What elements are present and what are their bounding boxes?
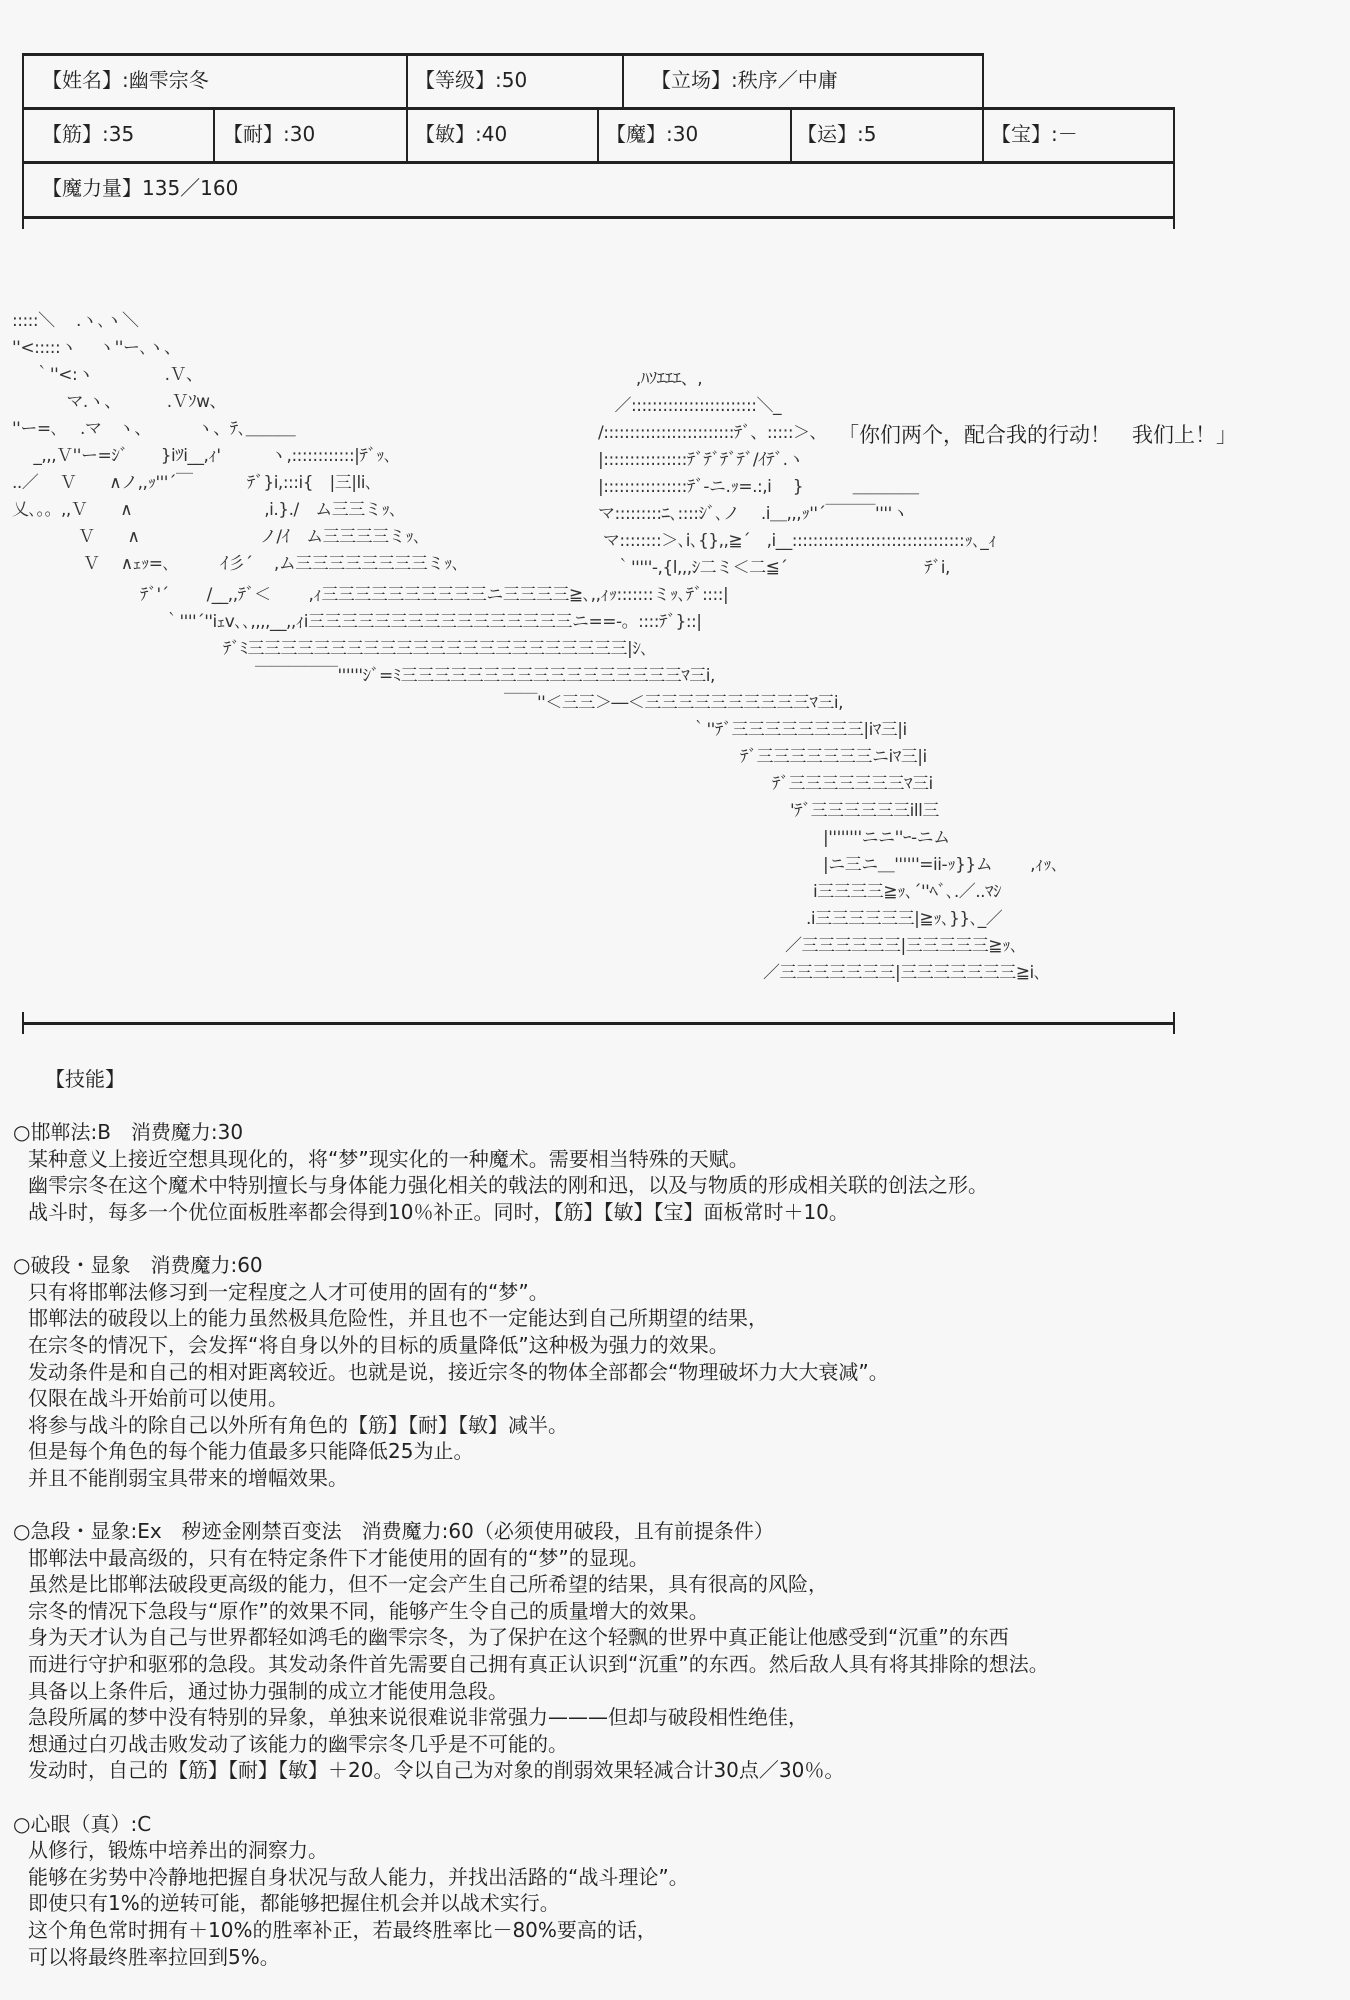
skill-description-line: 发动时，自己的【筋】【耐】【敏】＋20。令以自己为对象的削弱效果轻减合计30点／30％。 — [28, 1758, 845, 1783]
skill-description-line: 邯郸法的破段以上的能力虽然极具危险性，并且也不一定能达到自己所期望的结果， — [28, 1306, 768, 1331]
ascii-art-row: Ｖ ∧ｪｯ=､ ｲ彡´ ,ム三三三三三三三三ミｯ､ — [12, 554, 460, 574]
stat-magic: 【魔】:30 — [606, 122, 699, 146]
section-rule — [22, 1022, 1175, 1025]
mana-amount: 【魔力量】135／160 — [42, 176, 239, 200]
skill-description-line: 但是每个角色的每个能力值最多只能降低25为止。 — [28, 1439, 474, 1464]
skill-block — [13, 1811, 1333, 1971]
table-divider — [406, 53, 408, 107]
skill-description-line: 只有将邯郸法修习到一定程度之人才可使用的固有的“梦”。 — [28, 1279, 549, 1304]
section-rule-end — [22, 1012, 24, 1034]
ascii-art-row: ﾃﾞ三三三三三三三ﾏ三i — [772, 774, 933, 794]
ascii-art-row: 乂､。。,,Ｖ ∧ ,i.}./ ム三三ミｯ､ — [12, 500, 398, 520]
ascii-art-row: ﾃﾞﾐ三三三三三三三三三三三三三三三三三三三三三三三|ｼ､ — [223, 639, 649, 659]
skill-description-line: 从修行，锻炼中培养出的洞察力。 — [28, 1838, 328, 1863]
skill-block — [13, 1252, 1333, 1491]
ascii-art-row: ''ー=､ .マ ヽ、 ヽ、ﾃ､＿＿＿ — [12, 419, 296, 439]
ascii-art-row: マ::::::::＞､i､{},,≧´ ,i__:::::::::::::::::::::::::::::::::ｯ､_ｨ — [598, 531, 997, 551]
ascii-art-row: ﾃﾞ'´ /__,,ﾃﾞ＜ ,ｨ三三三三三三三三三三ニ三三三三≧､,,ｨｯ:::::::ミｯ､ﾃﾞ::::| — [140, 585, 729, 605]
character-alignment: 【立场】:秩序／中庸 — [651, 68, 838, 92]
table-rule — [22, 53, 984, 56]
ascii-art-row: ｀'''''-,{l,,,ｼ二ミ＜二≦´ ﾃﾞi, — [598, 558, 950, 578]
skill-description-line: 想通过白刃战击败发动了该能力的幽雫宗冬几乎是不可能的。 — [28, 1731, 568, 1756]
skill-description-line: 即使只有1%的逆转可能，都能够把握住机会并以战术实行。 — [28, 1891, 560, 1916]
skill-description-line: 能够在劣势中冷静地把握自身状况与敌人能力，并找出活路的“战斗理论”。 — [28, 1864, 689, 1889]
ascii-art-row: ／三三三三三三三|三三三三三三三≧i､ — [763, 963, 1042, 983]
skill-description-line: 仅限在战斗开始前可以使用。 — [28, 1386, 288, 1411]
character-level: 【等级】:50 — [415, 68, 528, 92]
skill-description-line: 发动条件是和自己的相对距离较近。也就是说，接近宗冬的物体全部都会“物理破坏力大大衰减”。 — [28, 1359, 889, 1384]
ascii-art-row: ／三三三三三三|三三三三三≧ｯ､ — [785, 936, 1018, 956]
ascii-art-row: ,ﾊｿｴｴｴ、, — [598, 369, 703, 389]
dialogue-line: 「你们两个，配合我的行动！ 我们上！」 — [838, 423, 1237, 447]
table-divider — [1173, 107, 1175, 229]
skill-description-line: 具备以上条件后，通过协力强制的成立才能使用急段。 — [28, 1678, 508, 1703]
skill-description-line: 战斗时，每多一个优位面板胜率都会得到10％补正。同时，【筋】【敏】【宝】面板常时＋10。 — [28, 1199, 849, 1224]
ascii-art-row: .i三三三三三三|≧ｯ､}}､_／ — [806, 909, 1003, 929]
skill-description-line: 这个角色常时拥有＋10%的胜率补正，若最终胜率比－80%要高的话， — [28, 1918, 657, 1942]
skill-description-line: 并且不能削弱宝具带来的增幅效果。 — [28, 1465, 348, 1490]
skill-list — [13, 1119, 1333, 1970]
ascii-art-row: ￣￣''＜三三＞―＜三三三三三三三三三三ﾏ三i, — [504, 693, 843, 713]
skill-description-line: 幽雫宗冬在这个魔术中特别擅长与身体能力强化相关的戟法的刚和迅，以及与物质的形成相关联的创法之形。 — [28, 1173, 988, 1198]
ascii-art-row: ￣￣￣￣￣''''''ｼﾞ=ﾐ三三三三三三三三三三三三三三三三三ﾏ三i, — [255, 666, 715, 686]
stat-endurance: 【耐】:30 — [223, 122, 316, 146]
skill-description-line: 邯郸法中最高级的，只有在特定条件下才能使用的固有的“梦”的显现。 — [28, 1545, 649, 1570]
skill-description-line: 将参与战斗的除自己以外所有角色的【筋】【耐】【敏】减半。 — [28, 1412, 568, 1437]
skill-description-line: 可以将最终胜率拉回到5%。 — [28, 1944, 280, 1969]
table-divider — [406, 107, 408, 161]
stat-agility: 【敏】:40 — [415, 122, 508, 146]
table-divider — [622, 53, 624, 107]
skills-header: 【技能】 — [45, 1067, 125, 1091]
table-divider — [22, 53, 24, 229]
ascii-art-row: Ｖ ∧ ノ/ｲ ム三三三三ミｯ､ — [12, 527, 422, 547]
ascii-art-row: ﾃﾞ三三三三三三三ニiﾏ三|i — [740, 747, 927, 767]
stat-noble-phantasm: 【宝】:－ — [991, 122, 1078, 146]
table-divider — [213, 107, 215, 161]
skill-title: ○急段・显象:Ex 秽迹金刚禁百变法 消费魔力:60（必须使用破段，且有前提条件） — [13, 1519, 774, 1544]
skill-title: ○心眼（真）:C — [13, 1811, 152, 1836]
table-divider — [597, 107, 599, 161]
ascii-art-row: ｀''''´''iｪv､､,,,,__,,ｨi三三三三三三三三三三三三三三三三ニ==-。::::ﾃﾞ}::| — [163, 612, 702, 632]
ascii-art-row: /:::::::::::::::::::::::::ﾃﾞ、:::::＞、 — [598, 423, 827, 443]
ascii-art-row: マ.ヽ、 .Ｖｿw、 — [12, 392, 227, 412]
skill-block — [13, 1518, 1333, 1784]
skill-description-line: 在宗冬的情况下，会发挥“将自身以外的目标的质量降低”这种极为强力的效果。 — [28, 1332, 729, 1357]
ascii-art-row: ｀''ﾃﾞ三三三三三三三三|iﾏ三|i — [690, 720, 907, 740]
table-rule — [22, 216, 1175, 219]
ascii-art-row: ｀''<:ヽ .Ｖ、 — [12, 365, 203, 385]
skill-block — [13, 1119, 1333, 1225]
ascii-art-row: _,,,Ｖ''ー=ｼﾞ }iﾂi__,ｨ' ヽ,::::::::::::|ﾃﾞｯ､ — [12, 446, 392, 466]
stat-strength: 【筋】:35 — [42, 122, 135, 146]
skill-description-line: 某种意义上接近空想具现化的，将“梦”现实化的一种魔术。需要相当特殊的天赋。 — [28, 1146, 749, 1171]
table-rule — [22, 161, 1175, 164]
skill-title: ○邯郸法:B 消费魔力:30 — [13, 1120, 244, 1145]
skills-section — [13, 1066, 1333, 1997]
skill-description-line: 虽然是比邯郸法破段更高级的能力，但不一定会产生自己所希望的结果，具有很高的风险， — [28, 1572, 828, 1597]
ascii-art-row: i三三三三≧ｯ､´''ﾍﾞ､.／..ﾏｼ — [813, 882, 1002, 902]
skill-description-line: 而进行守护和驱邪的急段。其发动条件首先需要自己拥有真正认识到“沉重”的东西。然后敌人具有将其排除的想法。 — [28, 1652, 1049, 1677]
ascii-art-row: |ニ三ニ＿''''''=ii-ｯ}}ム ,ｨｯ､ — [823, 855, 1060, 875]
ascii-art-row: |::::::::::::::::ﾃﾞﾃﾞﾃﾞﾃﾞ/ｲﾃﾞ.ヽ — [598, 450, 804, 470]
ascii-art-row: |''''''''ニニ''ｰ-ニム — [823, 828, 950, 848]
table-divider — [982, 53, 984, 161]
skill-description-line: 急段所属的梦中没有特别的异象，单独来说很难说非常强力———但却与破段相性绝佳， — [28, 1705, 808, 1730]
ascii-art-row: :::::＼ .ヽ､ヽ＼ — [12, 311, 139, 331]
ascii-art-row: ''<:::::ヽ ヽ''ー､ヽ、 — [12, 338, 181, 358]
ascii-art-row: ／::::::::::::::::::::::::＼_ — [598, 396, 781, 416]
stat-luck: 【运】:5 — [797, 122, 877, 146]
ascii-art-row: ..／ Ｖ ∧ノ,,ｯ'''´￣ ﾃﾞ}i,:::i{ |三|li､ — [12, 473, 373, 493]
ascii-art-row: |::::::::::::::::ﾃﾞ-ニ.ｯ=.:,i } ＿＿＿＿ — [598, 477, 919, 497]
ascii-art-row: マ:::::::::ﾆ､::::ｼﾞ､ノ .i＿,,,ｯ''´￣￣￣''''ヽ — [598, 504, 909, 524]
table-divider — [790, 107, 792, 161]
skill-title: ○破段・显象 消费魔力:60 — [13, 1253, 263, 1278]
skill-description-line: 身为天才认为自己与世界都轻如鸿毛的幽雫宗冬，为了保护在这个轻飘的世界中真正能让他感受到“沉重”的东西 — [28, 1625, 1009, 1650]
skill-description-line: 宗冬的情况下急段与“原作”的效果不同，能够产生令自己的质量增大的效果。 — [28, 1598, 709, 1623]
ascii-art-row: 'ﾃﾞ三三三三三三ill三 — [790, 801, 939, 821]
section-rule-end — [1173, 1012, 1175, 1034]
character-name: 【姓名】:幽雫宗冬 — [42, 68, 209, 92]
